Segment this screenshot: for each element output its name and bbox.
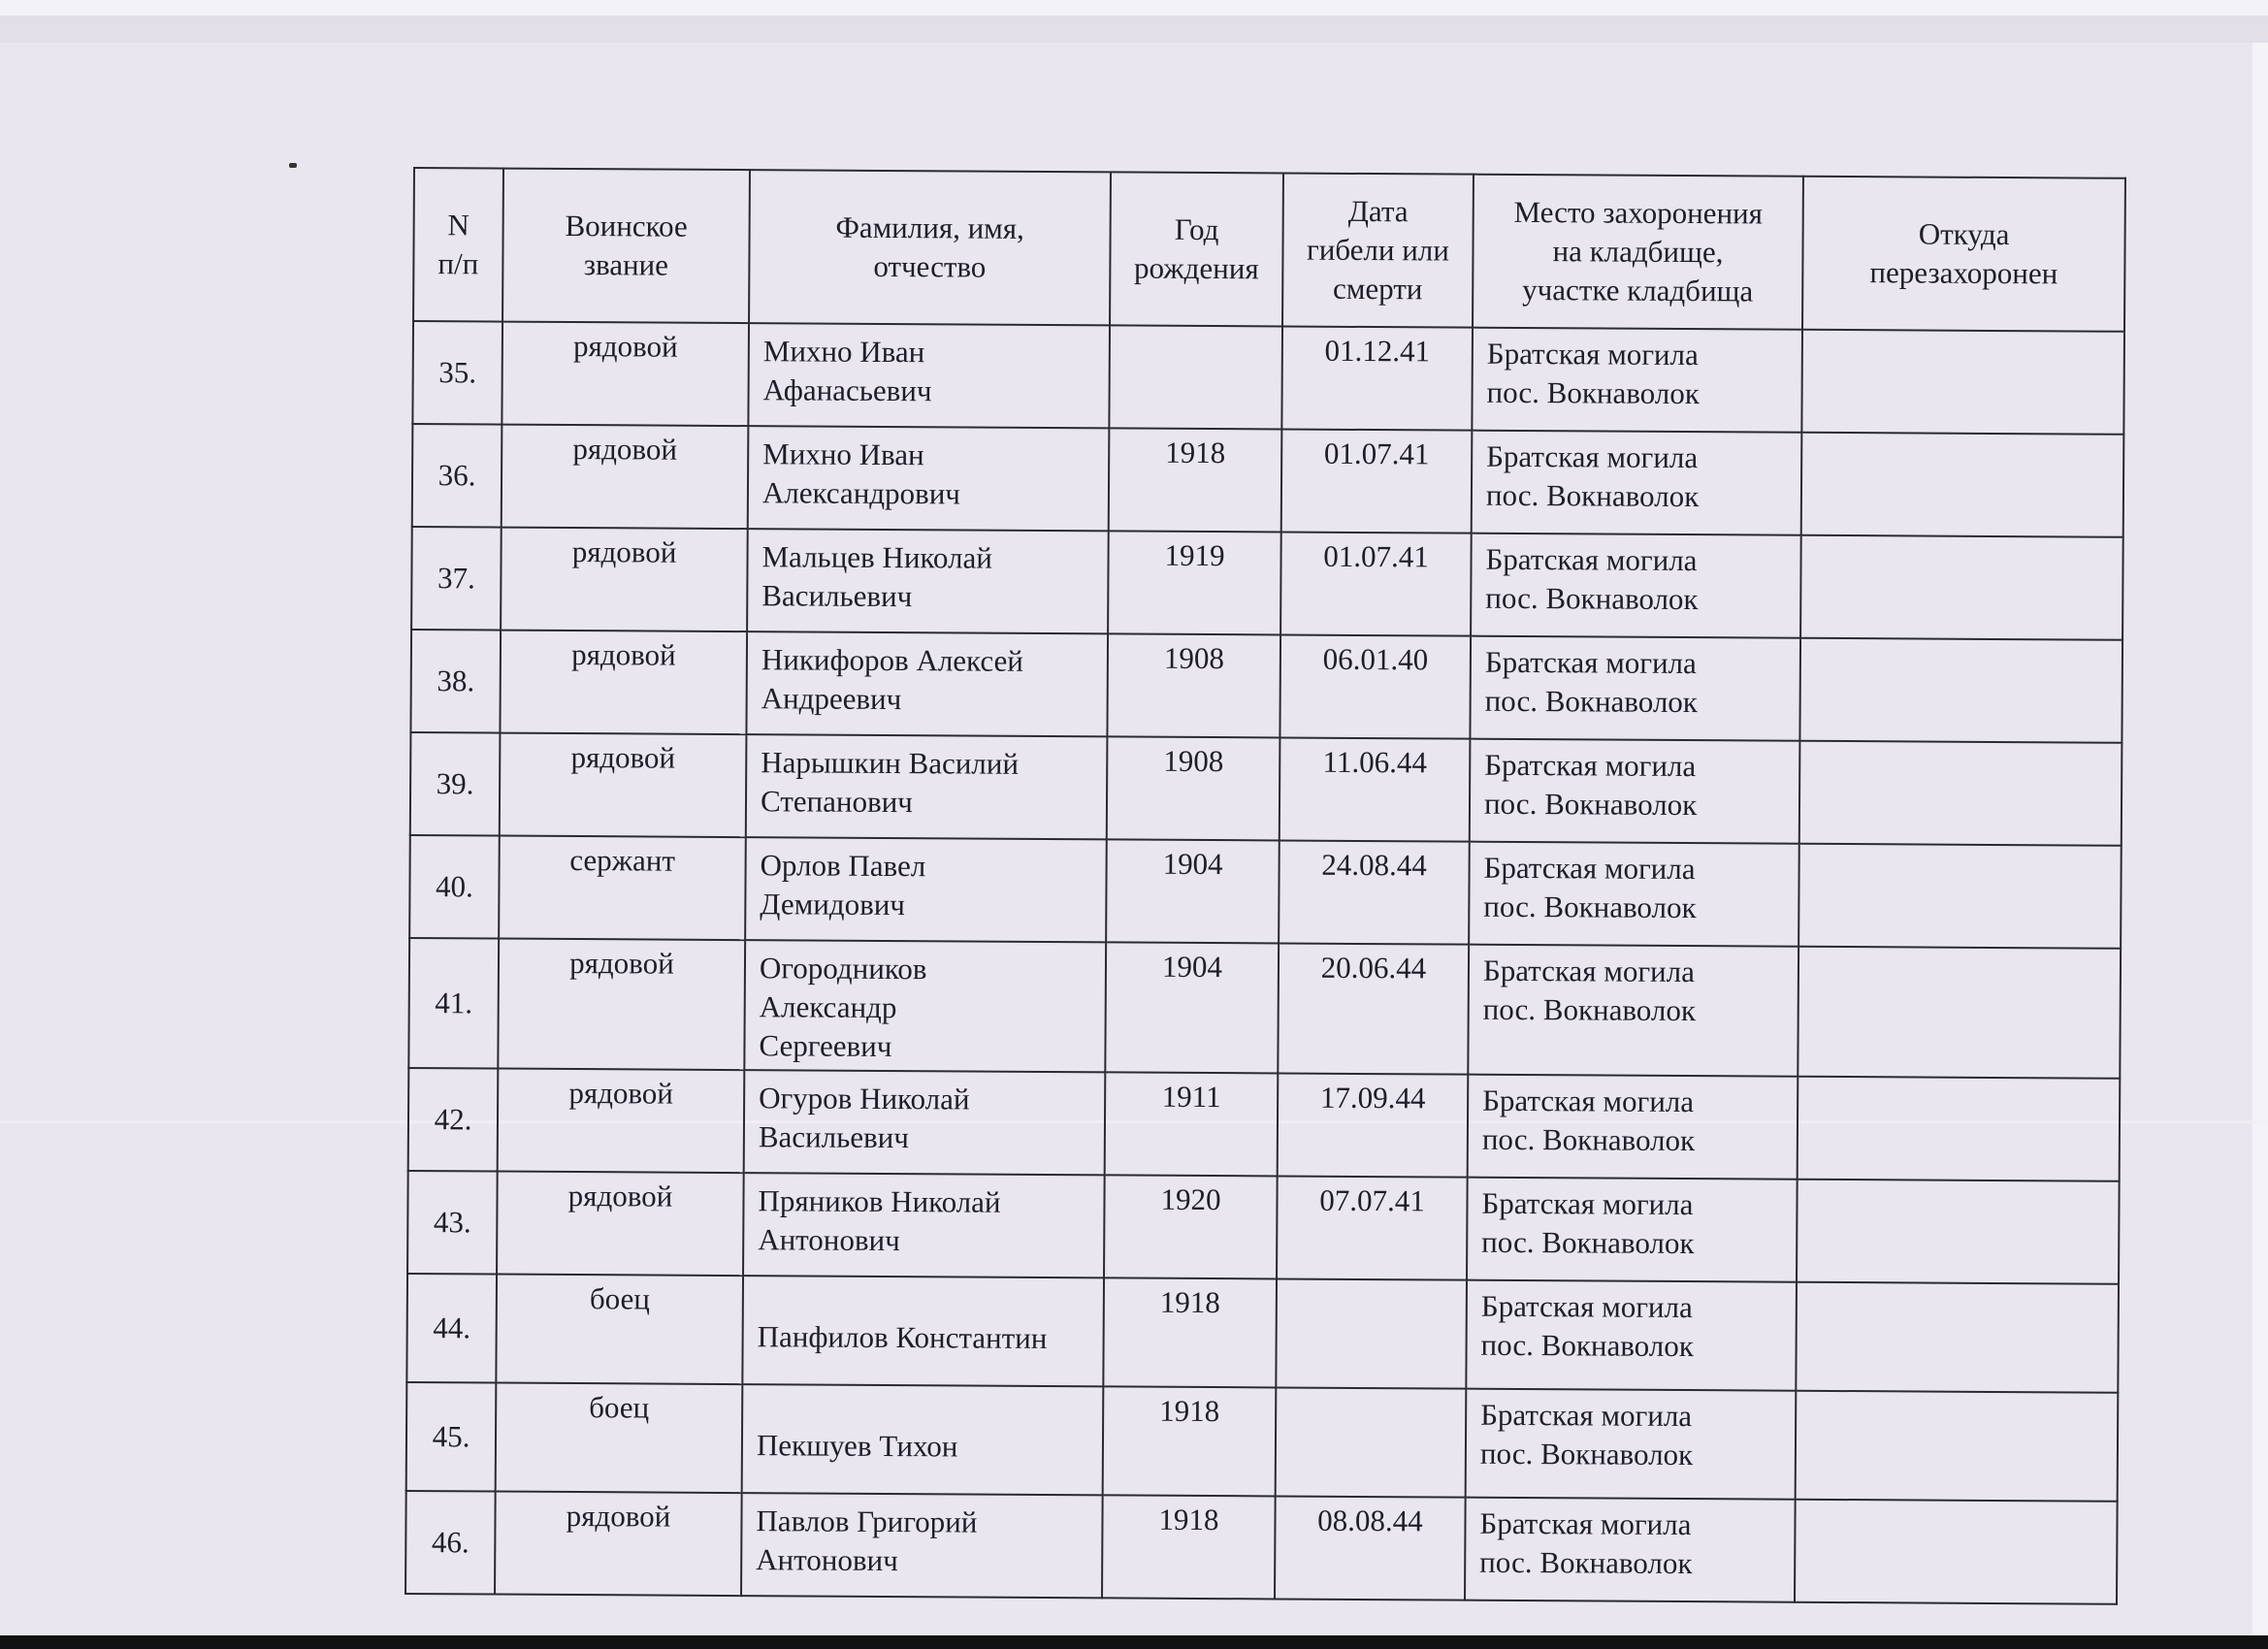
cell-num: 35. — [412, 321, 502, 425]
scan-right-edge — [2252, 43, 2268, 1635]
table-row — [410, 732, 2122, 846]
scan-bottom-edge — [0, 1635, 2268, 1649]
cell-name: Орлов Павел Демидович — [745, 837, 1107, 942]
cell-death-date: 06.01.40 — [1280, 634, 1471, 738]
table-row — [411, 527, 2123, 640]
cell-name: Огуров Николай Васильевич — [744, 1070, 1106, 1175]
cell-rank: рядовой — [500, 630, 747, 735]
header-death-date: Дата гибели или смерти — [1282, 173, 1474, 327]
cell-birth-year: 1918 — [1102, 1495, 1276, 1599]
header-num: N п/п — [413, 168, 503, 322]
cell-reburied-from — [1801, 433, 2124, 537]
table-row — [408, 938, 2121, 1079]
cell-num: 45. — [406, 1382, 497, 1492]
cell-birth-year — [1109, 325, 1282, 429]
cell-rank: рядовой — [498, 939, 745, 1071]
cell-rank: боец — [496, 1383, 743, 1494]
cell-death-date: 01.07.41 — [1280, 532, 1472, 635]
cell-reburied-from — [1796, 1391, 2119, 1502]
cell-death-date: 08.08.44 — [1275, 1496, 1466, 1600]
burial-list-table — [405, 167, 2126, 1605]
cell-name: Мальцев Николай Васильевич — [747, 529, 1109, 633]
cell-burial-place: Братская могила пос. Вокнаволок — [1472, 431, 1802, 535]
cell-burial-place: Братская могила пос. Вокнаволок — [1469, 842, 1799, 947]
cell-reburied-from — [1800, 535, 2123, 640]
cell-death-date — [1276, 1387, 1467, 1497]
cell-name: Панфилов Константин — [742, 1276, 1104, 1386]
table-row — [412, 424, 2124, 537]
cell-death-date: 11.06.44 — [1280, 737, 1471, 841]
cell-death-date: 07.07.41 — [1277, 1176, 1468, 1279]
cell-rank: рядовой — [495, 1492, 742, 1597]
cell-rank: рядовой — [500, 733, 747, 838]
cell-num: 39. — [410, 732, 501, 836]
cell-rank: рядовой — [502, 425, 749, 530]
cell-burial-place: Братская могила пос. Вокнаволок — [1472, 328, 1802, 433]
cell-name: Михно Иван Афанасьевич — [748, 323, 1110, 428]
cell-birth-year: 1911 — [1105, 1072, 1279, 1176]
table-row — [412, 321, 2124, 435]
cell-name: Никифоров Алексей Андреевич — [746, 631, 1108, 736]
cell-burial-place: Братская могила пос. Вокнаволок — [1466, 1389, 1797, 1500]
cell-rank: рядовой — [498, 1069, 745, 1174]
scan-top-edge — [0, 0, 2268, 16]
cell-birth-year: 1904 — [1106, 839, 1280, 943]
cell-birth-year: 1904 — [1105, 942, 1279, 1073]
cell-reburied-from — [1796, 1282, 2119, 1393]
cell-name: Пекшуев Тихон — [742, 1384, 1104, 1495]
cell-birth-year: 1918 — [1103, 1386, 1277, 1496]
cell-reburied-from — [1795, 1500, 2118, 1604]
cell-death-date: 01.12.41 — [1281, 326, 1473, 430]
cell-reburied-from — [1801, 330, 2124, 435]
header-birth-year: Год рождения — [1110, 172, 1283, 326]
scan-top-shadow — [0, 16, 2268, 43]
cell-reburied-from — [1797, 1180, 2120, 1284]
header-rank: Воинское звание — [502, 169, 750, 324]
cell-name: Михно Иван Александрович — [748, 426, 1110, 531]
header-burial-place: Место захоронения на кладбище, участке кладбища — [1473, 175, 1803, 330]
cell-rank: рядовой — [497, 1172, 744, 1277]
ink-speck — [289, 163, 297, 168]
cell-num: 40. — [409, 835, 500, 939]
cell-burial-place: Братская могила пос. Вокнаволок — [1465, 1498, 1796, 1602]
table-row — [409, 835, 2122, 949]
cell-burial-place: Братская могила пос. Вокнаволок — [1467, 1178, 1798, 1282]
cell-num: 38. — [410, 630, 501, 733]
cell-burial-place: Братская могила пос. Вокнаволок — [1466, 1280, 1797, 1391]
cell-death-date: 01.07.41 — [1281, 429, 1473, 533]
cell-burial-place: Братская могила пос. Вокнаволок — [1468, 945, 1798, 1077]
header-name: Фамилия, имя, отчество — [749, 170, 1111, 325]
cell-rank: боец — [496, 1275, 743, 1385]
cell-death-date: 20.06.44 — [1278, 943, 1469, 1074]
cell-num: 42. — [408, 1068, 499, 1172]
cell-num: 46. — [405, 1491, 496, 1595]
cell-burial-place: Братская могила пос. Вокнаволок — [1471, 534, 1801, 638]
cell-birth-year: 1919 — [1108, 531, 1281, 634]
cell-birth-year: 1920 — [1104, 1175, 1278, 1278]
cell-num: 41. — [408, 938, 499, 1069]
cell-name: Павлов Григорий Антонович — [741, 1493, 1103, 1598]
cell-reburied-from — [1799, 741, 2122, 846]
cell-name: Пряников Николай Антонович — [743, 1173, 1105, 1277]
cell-name: Нарышкин Василий Степанович — [746, 734, 1108, 839]
cell-birth-year: 1908 — [1107, 736, 1280, 840]
table-row — [406, 1274, 2119, 1393]
cell-burial-place: Братская могила пос. Вокнаволок — [1470, 636, 1800, 741]
cell-num: 43. — [407, 1171, 498, 1275]
cell-num: 44. — [406, 1274, 497, 1383]
cell-burial-place: Братская могила пос. Вокнаволок — [1470, 739, 1800, 844]
table-row — [410, 630, 2122, 743]
table-row — [405, 1491, 2118, 1604]
cell-death-date — [1276, 1278, 1467, 1388]
cell-num: 36. — [412, 424, 502, 528]
cell-reburied-from — [1799, 638, 2122, 743]
cell-birth-year: 1908 — [1107, 633, 1280, 737]
cell-reburied-from — [1798, 947, 2121, 1079]
table-header-row — [413, 168, 2125, 332]
cell-rank: рядовой — [501, 528, 748, 632]
cell-num: 37. — [411, 527, 502, 630]
table-row — [406, 1382, 2119, 1502]
cell-death-date: 24.08.44 — [1279, 840, 1470, 944]
cell-death-date: 17.09.44 — [1278, 1073, 1469, 1177]
cell-rank: сержант — [499, 836, 746, 941]
cell-reburied-from — [1798, 1077, 2121, 1181]
cell-birth-year: 1918 — [1109, 428, 1282, 532]
cell-birth-year: 1918 — [1103, 1277, 1277, 1387]
cell-name: Огородников Александр Сергеевич — [744, 940, 1106, 1072]
cell-rank: рядовой — [502, 322, 749, 427]
cell-reburied-from — [1798, 844, 2122, 949]
cell-burial-place: Братская могила пос. Вокнаволок — [1468, 1075, 1798, 1180]
header-reburied-from: Откуда перезахоронен — [1802, 177, 2125, 332]
table-row — [408, 1068, 2121, 1181]
table-row — [407, 1171, 2120, 1284]
